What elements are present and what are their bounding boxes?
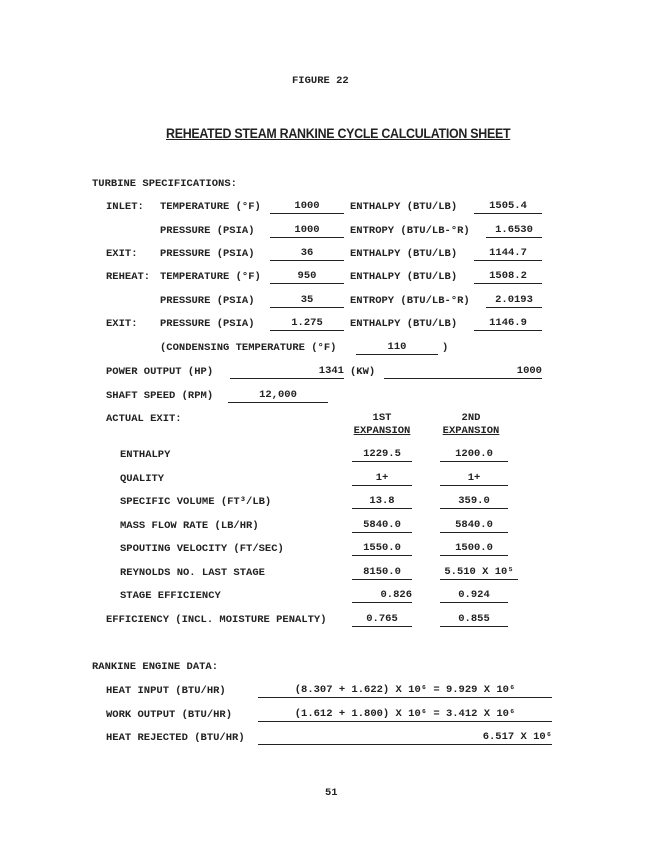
row-value-2nd: 5.510 X 10⁵ [440, 565, 518, 580]
row-value-1st: 8150.0 [352, 565, 412, 580]
row-value-1st: 0.826 [352, 588, 412, 603]
reheat-temp-label: TEMPERATURE (°F) [160, 271, 261, 283]
heat-input-label: HEAT INPUT (BTU/HR) [106, 685, 226, 697]
reheat-entropy-value: 2.0193 [486, 293, 542, 308]
row-label: REYNOLDS NO. LAST STAGE [120, 567, 265, 579]
row-value-2nd: 359.0 [440, 494, 508, 509]
efficiency-value-2nd: 0.855 [440, 612, 508, 627]
work-output-value: (1.612 + 1.800) X 10⁶ = 3.412 X 10⁶ [258, 707, 552, 722]
col2-line1: 2ND [461, 412, 481, 424]
inlet-enthalpy-label: ENTHALPY (BTU/LB) [350, 201, 458, 213]
power-kw-value: 1000 [384, 364, 542, 379]
row-label: ENTHALPY [120, 449, 171, 461]
reheat-temp-value: 950 [270, 269, 344, 284]
efficiency-label: EFFICIENCY (INCL. MOISTURE PENALTY) [106, 614, 327, 626]
power-hp-value: 1341 [230, 364, 344, 379]
row-label: SPECIFIC VOLUME (FT³/LB) [120, 496, 272, 508]
inlet-entropy-value: 1.6530 [486, 223, 542, 238]
row-value-2nd: 1500.0 [440, 541, 508, 556]
exit2-pressure-value: 1.275 [270, 316, 344, 331]
figure-label: FIGURE 22 [292, 75, 349, 87]
row-label: MASS FLOW RATE (LB/HR) [120, 520, 259, 532]
power-output-label: POWER OUTPUT (HP) [106, 366, 214, 378]
efficiency-value-1st: 0.765 [352, 612, 412, 627]
row-value-2nd: 1200.0 [440, 447, 508, 462]
row-label: SPOUTING VELOCITY (FT/SEC) [120, 543, 284, 555]
row-value-1st: 1550.0 [352, 541, 412, 556]
exit1-pressure-label: PRESSURE (PSIA) [160, 248, 255, 260]
power-kw-label: (KW) [350, 366, 376, 378]
exit1-enthalpy-value: 1144.7 [474, 246, 542, 261]
col1-line2: EXPANSION [353, 425, 411, 437]
exit2-enthalpy-value: 1146.9 [474, 316, 542, 331]
heat-input-value: (8.307 + 1.622) X 10⁶ = 9.929 X 10⁶ [258, 683, 552, 698]
row-value-2nd: 1+ [440, 471, 508, 486]
row-value-1st: 1+ [352, 471, 412, 486]
inlet-enthalpy-value: 1505.4 [474, 199, 542, 214]
col1-line1: 1ST [372, 412, 392, 424]
exit1-label: EXIT: [106, 248, 138, 260]
col2-line2: EXPANSION [442, 425, 500, 437]
heat-rejected-value: 6.517 X 10⁶ [258, 730, 552, 745]
page-number: 51 [325, 787, 338, 799]
shaft-speed-label: SHAFT SPEED (RPM) [106, 390, 214, 402]
exit2-pressure-label: PRESSURE (PSIA) [160, 318, 255, 330]
col-header-1st [348, 412, 416, 438]
inlet-temp-label: TEMPERATURE (°F) [160, 201, 261, 213]
reheat-label: REHEAT: [106, 271, 151, 283]
row-value-2nd: 0.924 [440, 588, 508, 603]
row-label: STAGE EFFICIENCY [120, 590, 221, 602]
row-label: QUALITY [120, 473, 165, 485]
exit2-enthalpy-label: ENTHALPY (BTU/LB) [350, 318, 458, 330]
inlet-temp-value: 1000 [270, 199, 344, 214]
inlet-pressure-value: 1000 [270, 223, 344, 238]
inlet-pressure-label: PRESSURE (PSIA) [160, 225, 255, 237]
exit2-label: EXIT: [106, 318, 138, 330]
inlet-label: INLET: [106, 201, 144, 213]
row-value-2nd: 5840.0 [440, 518, 508, 533]
engine-heading: RANKINE ENGINE DATA: [92, 661, 219, 673]
reheat-pressure-value: 35 [270, 293, 344, 308]
shaft-speed-value: 12,000 [228, 388, 328, 403]
sheet-title: REHEATED STEAM RANKINE CYCLE CALCULATION SHEET [166, 126, 511, 141]
condensing-temp-value: 110 [356, 340, 438, 355]
inlet-entropy-label: ENTROPY (BTU/LB-°R) [350, 225, 470, 237]
row-value-1st: 13.8 [352, 494, 412, 509]
work-output-label: WORK OUTPUT (BTU/HR) [106, 709, 233, 721]
turbine-heading: TURBINE SPECIFICATIONS: [92, 178, 237, 190]
col-header-2nd [436, 412, 506, 438]
reheat-entropy-label: ENTROPY (BTU/LB-°R) [350, 295, 470, 307]
condensing-close: ) [442, 342, 449, 354]
row-value-1st: 5840.0 [352, 518, 412, 533]
reheat-enthalpy-value: 1508.2 [474, 269, 542, 284]
exit1-enthalpy-label: ENTHALPY (BTU/LB) [350, 248, 458, 260]
exit1-pressure-value: 36 [270, 246, 344, 261]
row-value-1st: 1229.5 [352, 447, 412, 462]
condensing-label: (CONDENSING TEMPERATURE (°F) [160, 342, 337, 354]
heat-rejected-label: HEAT REJECTED (BTU/HR) [106, 732, 245, 744]
actual-exit-heading: ACTUAL EXIT: [106, 413, 182, 425]
reheat-pressure-label: PRESSURE (PSIA) [160, 295, 255, 307]
reheat-enthalpy-label: ENTHALPY (BTU/LB) [350, 271, 458, 283]
